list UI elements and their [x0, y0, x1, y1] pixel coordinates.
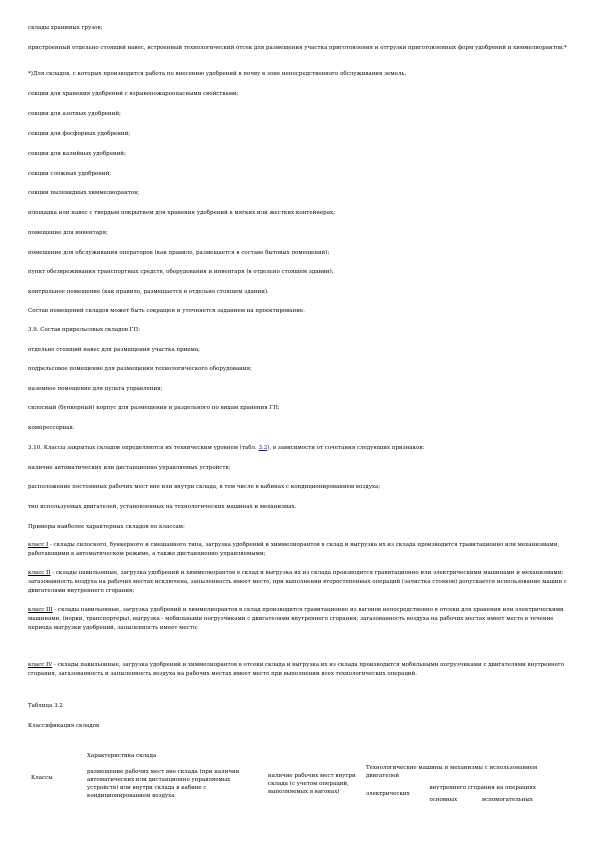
table-header-group: Характеристика склада [87, 753, 157, 759]
paragraph: Состав помещений складов может быть сокращен и уточняется заданием на проектирование. [28, 308, 305, 314]
text-after-link: ), в зависимости от сочетания следующих признаков: [267, 445, 425, 451]
table-header-col-a: размещение рабочих мест вне склада (при наличии автоматических или дистанционно управляемых устройств) или внутри склада в кабине с кондиционированием воздуха [87, 769, 240, 799]
class-label: класс IV [28, 662, 53, 668]
table-link[interactable]: 3.2 [258, 445, 268, 451]
paragraph: секции для хранения удобрений с взрывопожароопасными свойствами; [28, 91, 239, 97]
paragraph: пункт обезвреживания транспортных средств, оборудования и инвентаря (в отдельно стоящем здании); [28, 269, 334, 275]
paragraph: помещение для обслуживания операторов (как правило, размещается в составе бытовых помещений); [28, 250, 330, 256]
paragraph: склады хранимых грузов; [28, 25, 103, 31]
class-text: - склады павильонные, загрузка удобрений и химмелиорантов в склад и выгрузка их из склада производится гравитационно или электрическими машинами и механизмами; загазованность воздуха на рабочих местах исключена, запыленность имеет место, при выполнении второстепенных операций (зачистка стояков) допускается использование машин с двигателями внутреннего сгорания; [28, 570, 567, 594]
table-title: Таблица 3.2 [28, 703, 63, 709]
table-header-electric: электрических [366, 791, 410, 797]
class-item [28, 606, 568, 633]
table-header-combustion: внутреннего сгорания на операциях [429, 785, 536, 791]
table-header-col-c: Технологические машины и механизмы с использованием двигателей [366, 765, 538, 779]
table-header-auxiliary: вспомогательных [482, 797, 533, 803]
paragraph: силосный (бункерный) корпус для размещения и раздельного по видам хранения ГП; [28, 405, 280, 411]
classification-table [28, 750, 568, 806]
class-text: - склады силосного, бункерного и смешанного типа, загрузка удобрений и химмелиорантов в склад и выгрузка их из склада производится гравитационно или механизмами, работающими в автоматическом режиме, а также дистанционно управляемыми; [28, 542, 560, 557]
paragraph: отдельно стоящий навес для размещения участка приема; [28, 347, 201, 353]
class-label: класс III [28, 607, 53, 613]
paragraph: наземное помещение для пульта управления; [28, 386, 163, 392]
paragraph: секции сложных удобрений; [28, 171, 112, 177]
paragraph: наличие автоматических или дистанционно управляемых устройств; [28, 465, 231, 471]
paragraph: подрельсовое помещение для размещения технологического оборудования; [28, 366, 252, 372]
paragraph: секции для фосфорных удобрений; [28, 131, 131, 137]
class-text: - склады павильонные, загрузка удобрений и химмелиорантов в отсеки склада и выгрузка их из склада производится мобильными погрузчиками с двигателями внутреннего сгорания, загазованность и запыленность воздуха на рабочих местах имеет место при выполнении всех технологических операций. [28, 662, 565, 677]
paragraph: секции для калийных удобрений; [28, 151, 126, 157]
table-header-main: основных [429, 797, 458, 803]
paragraph: контрольное помещение (как правило, размещается в отдельно стоящем здании). [28, 289, 269, 295]
paragraph: помещение для инвентаря; [28, 230, 108, 236]
paragraph: площадка или навес с твердым покрытием для хранения удобрений в мягких или жестких контейнерах; [28, 210, 335, 216]
paragraph: секции для азотных удобрений; [28, 111, 121, 117]
section-heading: 3.9. Состав прирельсовых складов ГП: [28, 327, 140, 333]
table-caption: Классификация складов [28, 723, 100, 729]
paragraph: тип используемых двигателей, установленных на технологических машинах и механизмах. [28, 504, 297, 510]
table-header-classes: Классы [31, 775, 53, 781]
class-text: - склады павильонные, загрузка удобрений и химмелиорантов в склад производится гравитационно из вагонов непосредственно в отсеки для хранения или электрическими машинами, (норки, транспортеры), выгрузка - мобильными погрузчиками с двигателями внутреннего сгорания; загазованность воздуха на рабочих местах имеет место в течение периода выгрузки удобрений, запыленность имеет место; [28, 607, 564, 631]
class-item [28, 661, 568, 679]
table-header-col-b: наличие рабочих мест внутри склада (с учетом операций, выполняемых в вагонах) [268, 773, 356, 795]
class-label: класс I [28, 542, 49, 548]
paragraph: пристроенный отдельно стоящий навес, встроенный технологический отсек для размещения участка приготовления и отгрузки приготовленных форм удобрений и химмелиорантов;* [28, 45, 567, 51]
class-label: класс II [28, 570, 51, 576]
text-before-link: 3.10. Классы закрытых складов определяются их техническим уровнем (табл. [28, 445, 259, 451]
paragraph-3-10 [28, 444, 568, 453]
paragraph: Примеры наиболее характерных складов по классам: [28, 524, 185, 530]
paragraph: секции пылевидных химмелиорантов; [28, 190, 140, 196]
paragraph: компрессорная. [28, 425, 75, 431]
class-item [28, 569, 568, 596]
class-item [28, 541, 568, 559]
paragraph: *)Для складов, с которых производится работа по внесению удобрений в почву в зоне непосредственного обслуживания земель. [28, 71, 407, 77]
paragraph: расположение постоянных рабочих мест вне или внутри склада, в том числе в кабинах с кондиционированием воздуха; [28, 484, 381, 490]
